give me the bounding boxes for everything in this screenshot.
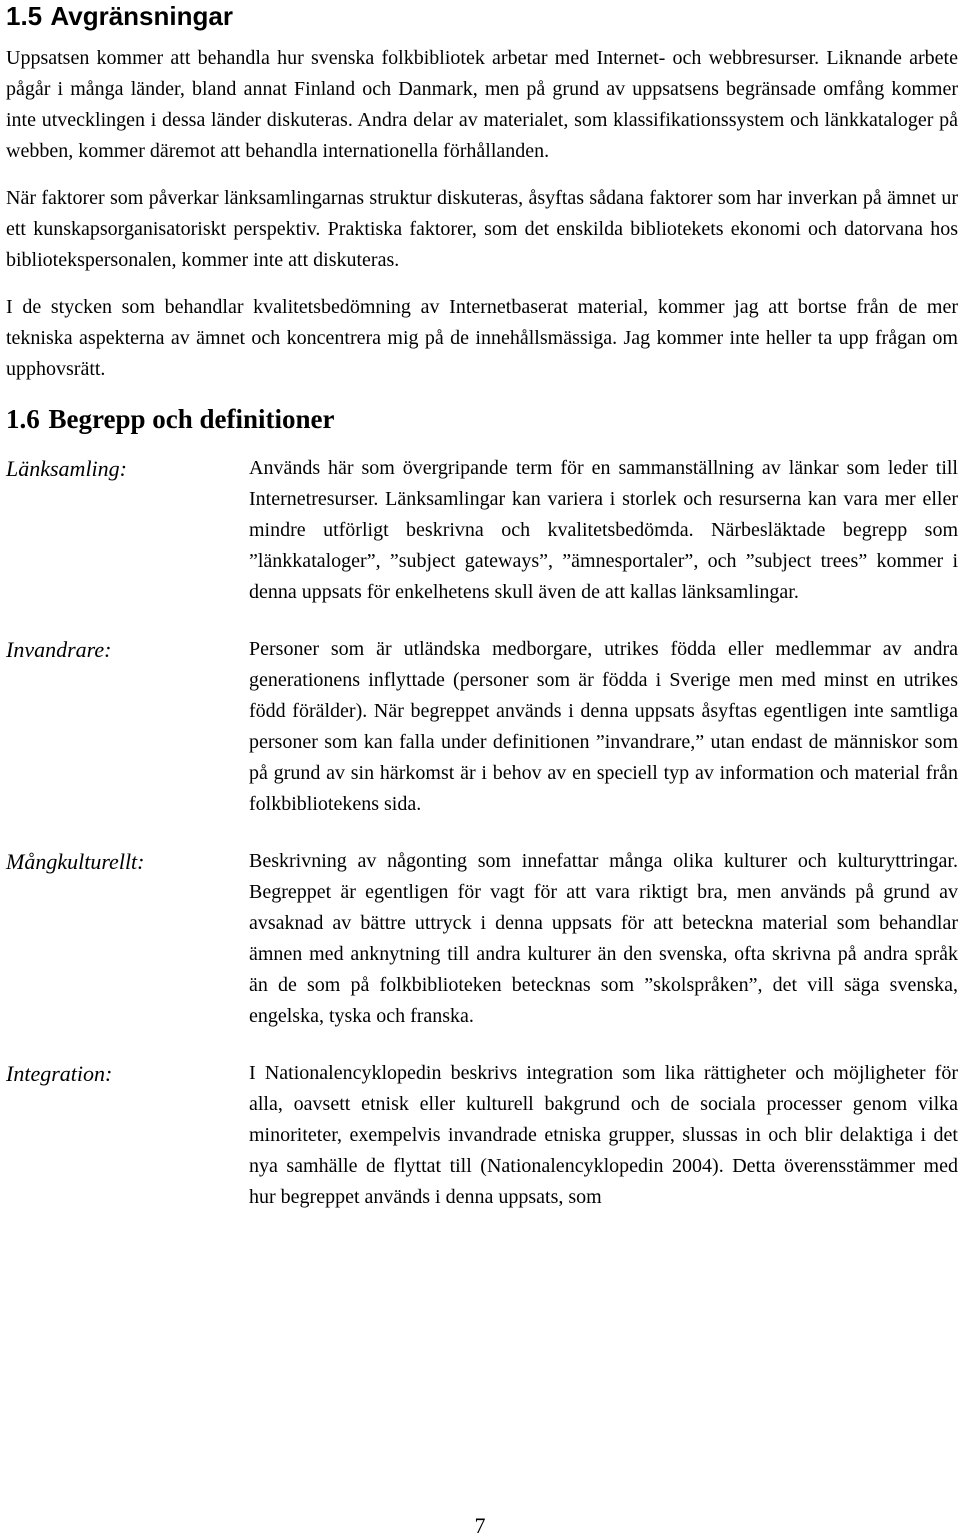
page-number: 7 (474, 1513, 486, 1538)
section-number: 1.6 (6, 404, 40, 434)
term-label: Länksamling: (6, 456, 127, 481)
section-title: Begrepp och definitioner (48, 404, 335, 434)
term-definition: Personer som är utländska medborgare, utrikes födda eller medlemmar av andra generationens inflyttade (personer som är födda i Sverige men med minst en utrikes född förälder). När begreppet används i denna uppsats åsyftas egentligen inte samtliga personer som kan falla under definitionen ”invandrare,” utan endast de människor som på grund av sin härkomst är i behov av en speciell typ av information och material från folkbibliotekens sida. (249, 638, 958, 815)
document-page (6, 0, 958, 1239)
section-title: Avgränsningar (50, 1, 233, 31)
definition-row-integration (6, 1058, 958, 1213)
term-definition: Används här som övergripande term för en sammanställning av länkar som leder till Internetresurser. Länksamlingar kan variera i storlek och resurserna kan vara mer eller mindre utförligt beskrivna och kvalitetsbedömda. Närbesläktade begrepp som ”länkkataloger”, ”subject gateways”, ”ämnesportaler”, och ”subject trees” kommer i denna uppsats för enkelhetens skull även de att kallas länksamlingar. (249, 457, 958, 603)
definition-row-invandrare (6, 634, 958, 820)
section-heading-avgransningar (6, 0, 958, 32)
term-label: Integration: (6, 1061, 113, 1086)
paragraph-quality: I de stycken som behandlar kvalitetsbedömning av Internetbaserat material, kommer jag att bortse från de mer tekniska aspekterna av ämnet och koncentrera mig på de innehållsmässiga. Jag kommer inte heller ta upp frågan om upphovsrätt. (6, 296, 958, 380)
term-definition: Beskrivning av någonting som innefattar många olika kulturer och kulturyttringar. Begreppet är egentligen för vagt för att vara riktigt bra, men används på grund av avsaknad av bättre uttryck i denna uppsats för att beteckna material som behandlar ämnen med anknytning till andra kulturer än den svenska, ofta skrivna på andra språk än de som på folkbiblioteken betecknas som ”skolspråken”, det vill säga svenska, engelska, tyska och franska. (249, 850, 958, 1027)
section-number: 1.5 (6, 1, 43, 31)
definition-list (6, 453, 958, 1213)
paragraph-scope: Uppsatsen kommer att behandla hur svenska folkbibliotek arbetar med Internet- och webbresurser. Liknande arbete pågår i många länder, bland annat Finland och Danmark, men på grund av uppsatsens begränsade omfång kommer inte utvecklingen i dessa länder diskuteras. Andra delar av materialet, som klassifikationssystem och länkkataloger på webben, kommer däremot att behandla internationella förhållanden. (6, 47, 958, 162)
paragraph-factors: När faktorer som påverkar länksamlingarnas struktur diskuteras, åsyftas sådana faktorer som har inverkan på ämnet ur ett kunskapsorganisatoriskt perspektiv. Praktiska faktorer, som det enskilda bibliotekets ekonomi och datorvana hos bibliotekspersonalen, kommer inte att diskuteras. (6, 187, 958, 271)
term-label: Invandrare: (6, 637, 112, 662)
definition-row-lanksamling (6, 453, 958, 608)
definition-row-mangkulturellt (6, 846, 958, 1032)
section-heading-begrepp (6, 403, 958, 435)
term-label: Mångkulturellt: (6, 849, 145, 874)
term-definition: I Nationalencyklopedin beskrivs integration som lika rättigheter och möjligheter för alla, oavsett etnisk eller kulturell bakgrund och de sociala processer genom vilka minoriteter, exempelvis invandrade etniska grupper, slussas in och blir delaktiga i det nya samhälle de flyttat till (Nationalencyklopedin 2004). Detta överensstämmer med hur begreppet används i denna uppsats, som (249, 1062, 958, 1208)
